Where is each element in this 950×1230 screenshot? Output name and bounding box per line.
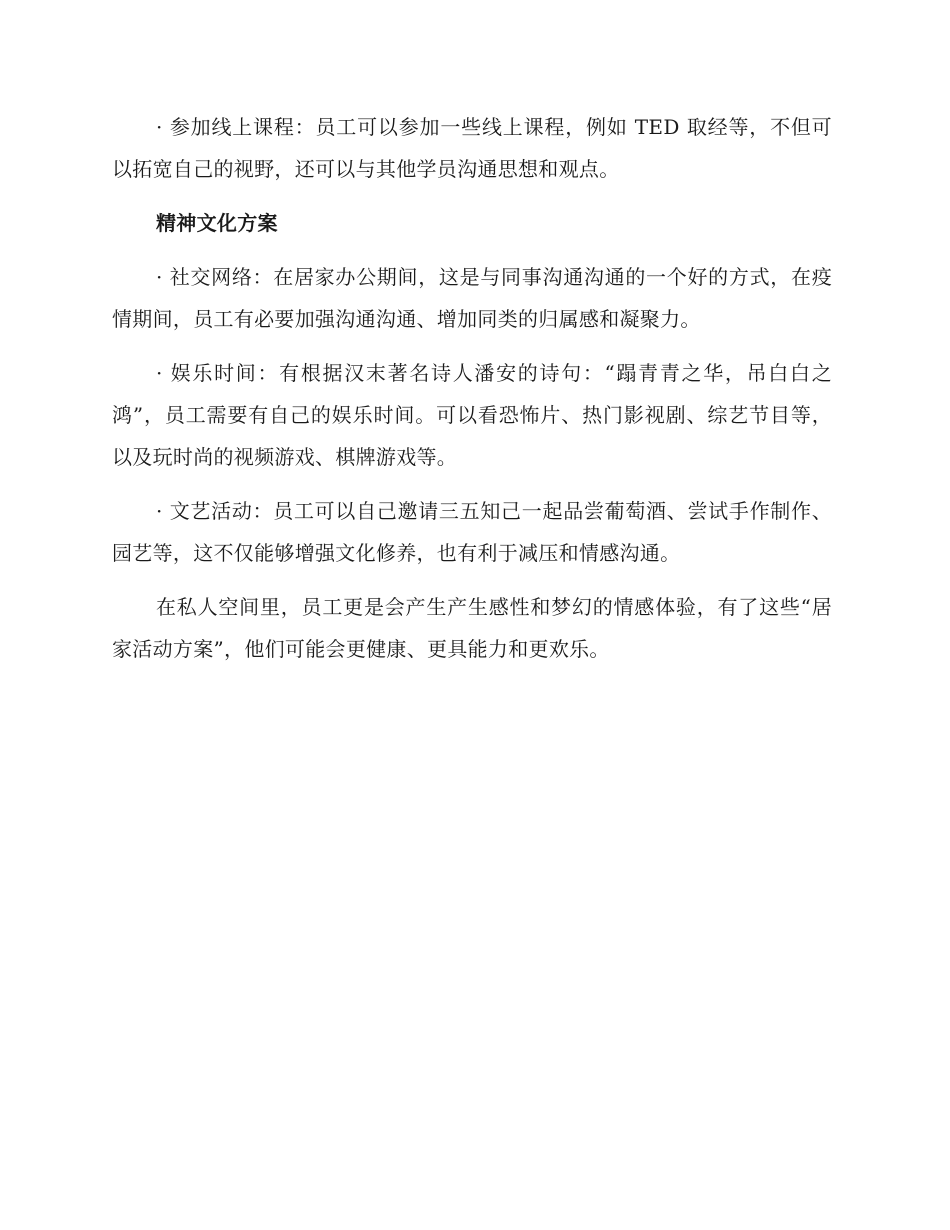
paragraph-conclusion: 在私人空间里，员工更是会产生产生感性和梦幻的情感体验，有了这些“居家活动方案”，他们可能会更健康、更具能力和更欢乐。 — [112, 595, 832, 661]
paragraph-social-network: · 社交网络：在居家办公期间，这是与同事沟通沟通的一个好的方式，在疫情期间，员工有必要加强沟通沟通、增加同类的归属感和凝聚力。 — [112, 265, 832, 331]
paragraph-entertainment-time: · 娱乐时间：有根据汉末著名诗人潘安的诗句：“蹋青青之华，吊白白之鸿”，员工需要有自己的娱乐时间。可以看恐怖片、热门影视剧、综艺节目等，以及玩时尚的视频游戏、棋牌游戏等。 — [112, 361, 832, 469]
section-heading-spiritual-culture: 精神文化方案 — [156, 211, 278, 235]
paragraph-online-courses: · 参加线上课程：员工可以参加一些线上课程，例如 TED 取经等，不但可以拓宽自己的视野，还可以与其他学员沟通思想和观点。 — [112, 115, 832, 181]
document-body — [112, 106, 832, 682]
paragraph-arts-activities: · 文艺活动：员工可以自己邀请三五知己一起品尝葡萄酒、尝试手作制作、园艺等，这不仅能够增强文化修养，也有利于减压和情感沟通。 — [112, 499, 832, 565]
